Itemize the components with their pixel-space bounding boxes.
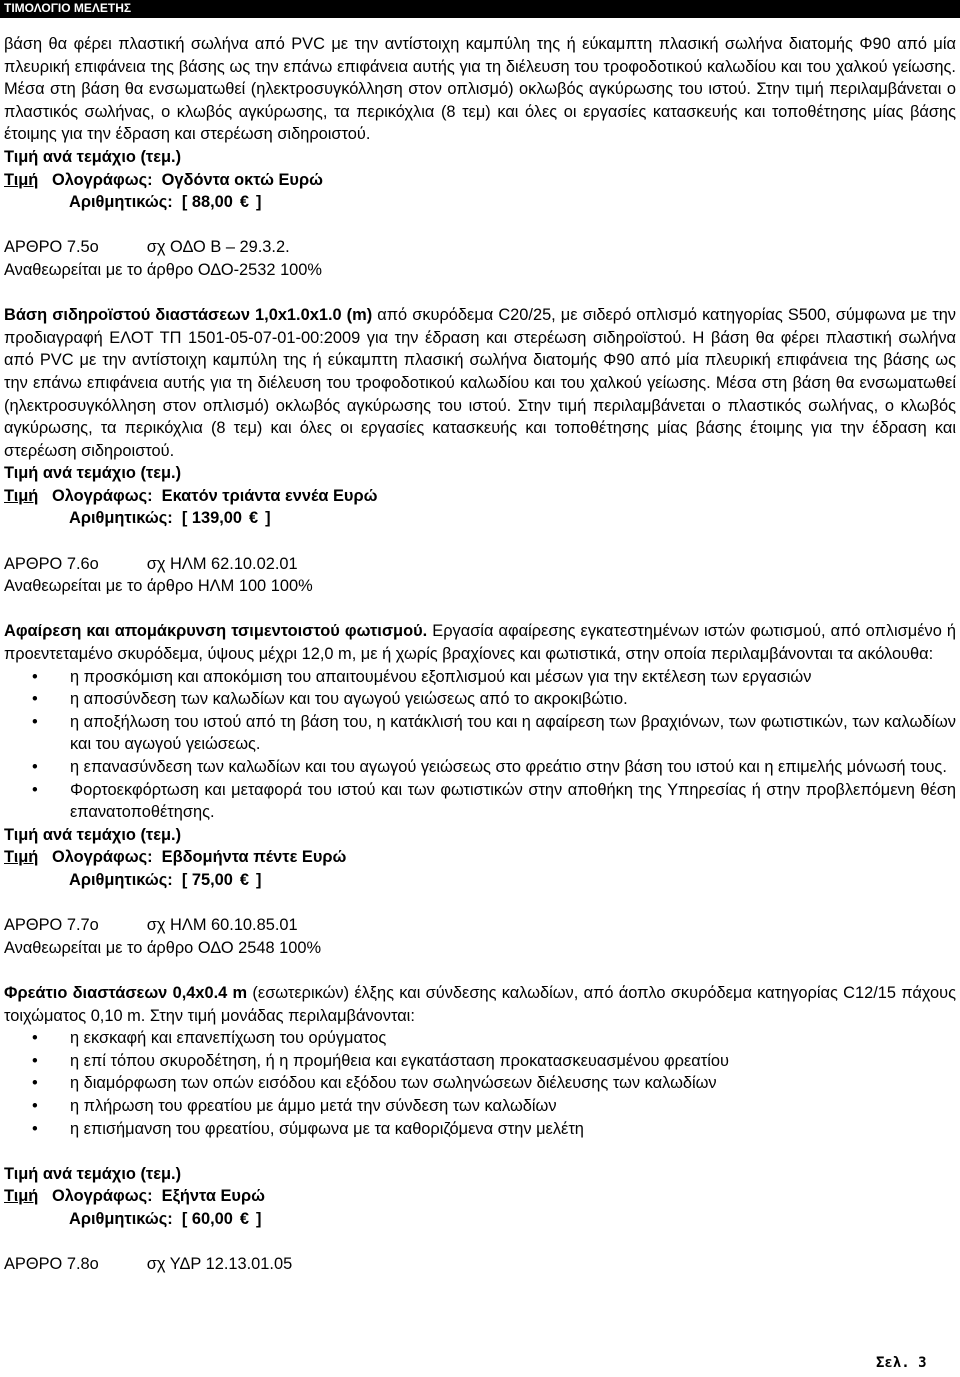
document-title: ΤΙΜΟΛΟΓΙΟ ΜΕΛΕΤΗΣ: [4, 1, 132, 15]
price-number-line: Αριθμητικώς: [ 139,00 € ]: [4, 507, 956, 530]
document-body: [4, 33, 956, 1276]
euro-icon: €: [239, 870, 249, 889]
bullet-list: [4, 1027, 956, 1140]
list-item: • η επανασύνδεση των καλωδίων και του αγωγού γειώσεως στο φρεάτιο στην βάση του ιστού και η επιμελής μόνωσή τους.: [4, 756, 956, 779]
paragraph: Αφαίρεση και απομάκρυνση τσιμεντοιστού φωτισμού. Εργασία αφαίρεσης εγκατεστημένων ιστών φωτισμού, από οπλισμένο ή προεντεταμένο σκυρόδεμα, ύψους μέχρι 12,0 m, με ή χωρίς βραχίονες και φωτιστικά, στην οποία περιλαμβάνονται τα ακόλουθα:: [4, 622, 956, 664]
bullet-list: [4, 666, 956, 824]
price-number-line: Αριθμητικώς: [ 88,00 € ]: [4, 191, 956, 214]
article-7-5: [4, 236, 956, 530]
article-number: ΑΡΘΡΟ 7.7ο: [4, 916, 99, 935]
article-title-line: [4, 553, 956, 576]
article-code: σχ ΗΛΜ 62.10.02.01: [146, 554, 298, 573]
list-item: • Φορτοεκφόρτωση και μεταφορά του ιστού και των φωτιστικών στην αποθήκη της Υπηρεσίας ή στην προβλεπόμενη θέση επανατοποθέτησης.: [4, 779, 956, 824]
article-reference: Αναθεωρείται με το άρθρο ΟΔΟ-2532 100%: [4, 260, 322, 279]
article-code: σχ ΗΛΜ 60.10.85.01: [146, 916, 298, 935]
list-item: • η προσκόμιση και αποκόμιση του απαιτουμένου εξοπλισμού και μέσων για την εκτέλεση των εργασιών: [4, 666, 956, 689]
article-7-7: [4, 914, 956, 1230]
paragraph: Φρεάτιο διαστάσεων 0,4x0.4 m (εσωτερικών) έλξης και σύνδεσης καλωδίων, από άοπλο σκυρόδεμα κατηγορίας C12/15 πάχους τοιχώματος 0,10 m. Στην τιμή μονάδας περιλαμβάνονται:: [4, 983, 957, 1025]
euro-icon: €: [239, 1209, 249, 1228]
article-reference: Αναθεωρείται με το άρθρο ΟΔΟ 2548 100%: [4, 938, 322, 957]
article-title-line: [4, 236, 956, 259]
paragraph: Βάση σιδηροϊστού διαστάσεων 1,0x1.0x1.0 (m) από σκυρόδεμα C20/25, με σιδερό οπλισμό κατηγορίας S500, σύμφωνα με την προδιαγραφή ΕΛΟΤ ΤΠ 1501-05-07-01-00:2009 για την έδραση και στερέωση σιδηροϊστού. Η βάση θα φέρει πλαστική σωλήνα από PVC με την αντίστοιχη καμπύλη της ή εύκαμπτη πλασική σωλήνα διατομής Φ90 από μία πλευρική επιφάνεια της βάσης ως την επάνω επιφάνεια αυτής για τη διέλευση του τροφοδοτικού καλωδίου και του χαλκού γείωσης. Μέσα στη βάση θα ενσωματωθεί (ηλεκτροσυγκόλληση στον οπλισμό) οκλωβός αγκύρωσης του ιστού. Στην τιμή περιλαμβάνεται ο πλαστικός σωλήνας, ο κλωβός αγκύρωσης, τα περικόχλια (8 τεμ) και όλες οι εργασίες κατασκευής και τοποθέτησης μίας βάσης έτοιμης για την έδραση και στερέωση σιδηροιστού.: [4, 306, 957, 460]
article-7-8: [4, 1253, 956, 1276]
list-item: • η επισήμανση του φρεατίου, σύμφωνα με τα καθοριζόμενα στην μελέτη: [4, 1118, 956, 1141]
list-item: • η επί τόπου σκυροδέτηση, ή η προμήθεια και εγκατάσταση προκατασκευασμένου φρεατίου: [4, 1050, 956, 1073]
price-words-line: Τιμή Ολογράφως: Εκατόν τριάντα εννέα Ευρώ: [4, 486, 378, 505]
euro-icon: €: [239, 193, 249, 212]
list-item: • η αποσύνδεση των καλωδίων και του αγωγού γειώσεως από το ακροκιβώτιο.: [4, 688, 956, 711]
unit-line: Τιμή ανά τεμάχιο (τεμ.): [4, 825, 182, 844]
unit-line: Τιμή ανά τεμάχιο (τεμ.): [4, 1164, 182, 1183]
article-title-line: [4, 914, 956, 937]
article-code: σχ ΟΔΟ Β – 29.3.2.: [146, 238, 290, 257]
price-words-line: Τιμή Ολογράφως: Εβδομήντα πέντε Ευρώ: [4, 848, 347, 867]
article-title-line: [4, 1253, 956, 1276]
article-reference: Αναθεωρείται με το άρθρο ΗΛΜ 100 100%: [4, 577, 313, 596]
article-number: ΑΡΘΡΟ 7.5ο: [4, 238, 99, 257]
unit-line: Τιμή ανά τεμάχιο (τεμ.): [4, 147, 182, 166]
euro-icon: €: [249, 509, 259, 528]
article-number: ΑΡΘΡΟ 7.8ο: [4, 1255, 99, 1274]
list-item: • η εκσκαφή και επανεπίχωση του ορύγματος: [4, 1027, 956, 1050]
list-item: • η διαμόρφωση των οπών εισόδου και εξόδου των σωληνώσεων διέλευσης των καλωδίων: [4, 1072, 956, 1095]
article-7-6: [4, 553, 956, 892]
price-words-line: Τιμή Ολογράφως: Εξήντα Ευρώ: [4, 1187, 265, 1206]
unit-line: Τιμή ανά τεμάχιο (τεμ.): [4, 464, 182, 483]
price-words-line: Τιμή Ολογράφως: Ογδόντα οκτώ Ευρώ: [4, 170, 323, 189]
header-bar: [0, 0, 960, 18]
paragraph: βάση θα φέρει πλαστική σωλήνα από PVC με την αντίστοιχη καμπύλη της ή εύκαμπτη πλασική σωλήνα διατομής Φ90 από μία πλευρική επιφάνεια της βάσης ως την επάνω επιφάνεια αυτής για τη διέλευση του τροφοδοτικού καλωδίου και του χαλκού γείωσης. Μέσα στη βάση θα ενσωματωθεί (ηλεκτροσυγκόλληση στον οπλισμό) οκλωβός αγκύρωσης του ιστού. Στην τιμή περιλαμβάνεται ο πλαστικός σωλήνας, ο κλωβός αγκύρωσης, τα περικόχλια (8 τεμ) και όλες οι εργασίες κατασκευής και τοποθέτησης μίας βάσης έτοιμης για την έδραση και στερέωση σιδηροιστού.: [4, 35, 956, 144]
page-number: Σελ. 3: [876, 1355, 927, 1371]
list-item: • η αποξήλωση του ιστού από τη βάση του, η κατάκλισή του και η αφαίρεση των βραχιόνων, των φωτιστικών, των καλωδίων και του αγωγού γειώσεως.: [4, 711, 956, 756]
price-number-line: Αριθμητικώς: [ 75,00 € ]: [4, 869, 956, 892]
section-continuation: [4, 33, 956, 214]
article-number: ΑΡΘΡΟ 7.6ο: [4, 554, 99, 573]
article-code: σχ ΥΔΡ 12.13.01.05: [146, 1255, 293, 1274]
list-item: • η πλήρωση του φρεατίου με άμμο μετά την σύνδεση των καλωδίων: [4, 1095, 956, 1118]
price-number-line: Αριθμητικώς: [ 60,00 € ]: [4, 1208, 956, 1231]
